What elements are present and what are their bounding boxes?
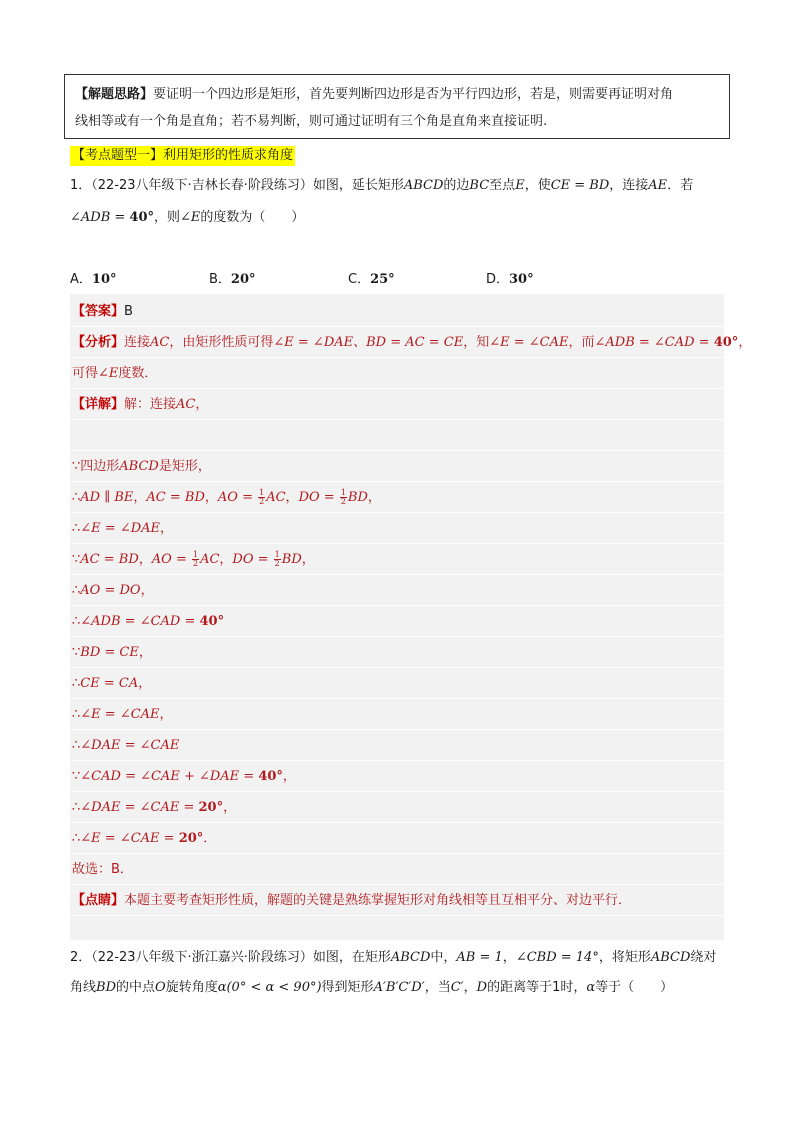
because-symbol: ∵: [72, 645, 81, 660]
q2-line-1: [70, 947, 716, 969]
step-row: [70, 730, 724, 761]
step-math: ∠E = ∠CAE: [80, 707, 160, 722]
q1-line-2: [70, 207, 304, 229]
therefore-symbol: ∴: [72, 521, 81, 536]
q2-line-2: [70, 977, 673, 999]
q2-stem-text: 如图，在矩形: [312, 950, 391, 965]
figure-placeholder-row: [70, 420, 724, 451]
step-row: [70, 575, 724, 606]
step-text: ，: [138, 552, 152, 567]
step-math-number: 40°: [258, 769, 283, 784]
therefore-symbol: ∴: [72, 800, 81, 815]
step-math: BD: [281, 552, 302, 567]
q2-math: α: [586, 980, 596, 995]
q1-math: ABCD: [403, 178, 444, 193]
step-math: ABCD: [119, 459, 159, 474]
q2-stem-text: 绕对: [690, 950, 717, 965]
step-math: AO = DO: [80, 583, 141, 598]
choice-letter: C．: [348, 272, 371, 287]
fraction-half: [258, 489, 265, 506]
q2-math: O: [155, 980, 166, 995]
step-text: ，: [219, 552, 233, 567]
step-math: CE = CA: [80, 676, 139, 691]
q2-math: C′: [450, 980, 464, 995]
solution-tip-box: [64, 74, 730, 139]
step-math: ∠E = ∠CAE =: [80, 831, 179, 846]
analysis-math: ∠E: [98, 366, 119, 381]
q1-math: E: [515, 178, 525, 193]
step-text: ．: [203, 831, 217, 846]
step-text: ，: [159, 707, 173, 722]
because-symbol: ∵: [72, 769, 81, 784]
fraction-denominator: 2: [259, 497, 265, 506]
answer-row: [70, 296, 724, 327]
choice-letter: B．: [209, 272, 231, 287]
comment-row: [70, 885, 724, 916]
q2-stem-text: 的中点: [116, 980, 156, 995]
fraction-numerator: 1: [192, 550, 199, 559]
final-choice: 故选：B．: [72, 862, 133, 877]
step-text: ，: [223, 800, 237, 815]
answer-value: B: [124, 304, 133, 319]
tip-label: 【解题思路】: [75, 87, 154, 102]
analysis-label: 【分析】: [72, 335, 125, 350]
therefore-symbol: ∴: [72, 738, 81, 753]
q2-stem-text: 等于（ ）: [595, 980, 674, 995]
q2-math: ABCD: [390, 950, 431, 965]
step-text: 四边形: [80, 459, 120, 474]
fraction-denominator: 2: [192, 559, 199, 568]
step-row: [70, 606, 724, 637]
analysis-row-2: [70, 358, 724, 389]
step-row: [70, 451, 724, 482]
analysis-text: ，而: [568, 335, 595, 350]
q2-stem-text: 角线: [70, 980, 97, 995]
analysis-row: [70, 327, 752, 358]
q1-stem-text: 至点: [489, 178, 516, 193]
q2-stem-text: 得到矩形: [321, 980, 374, 995]
tip-line-2: 线相等或有一个角是直角；若不易判断，则可通过证明有三个角是直角来直接证明.: [75, 114, 548, 129]
fraction-half: [340, 489, 347, 506]
step-text: 是矩形，: [158, 459, 211, 474]
step-row: [70, 482, 724, 513]
choice-b[interactable]: [209, 270, 256, 290]
step-row: [70, 668, 724, 699]
analysis-text: 连接: [124, 335, 151, 350]
q1-line-1: [70, 175, 693, 197]
detail-label: 【详解】: [72, 397, 125, 412]
step-math: ∠ADB = ∠CAD =: [80, 614, 200, 629]
because-symbol: ∵: [72, 459, 81, 474]
fraction-numerator: 1: [340, 488, 346, 497]
choice-value: 25°: [370, 272, 395, 287]
q1-number: 1．: [70, 178, 92, 193]
step-text: ，: [301, 552, 315, 567]
fraction-half: [274, 551, 281, 568]
step-row: [70, 792, 724, 823]
step-math: DO =: [232, 552, 273, 567]
fraction-denominator: 2: [274, 559, 280, 568]
q2-stem-text: 时，: [560, 980, 587, 995]
q2-math: AB = 1: [456, 950, 503, 965]
choice-letter: A．: [70, 272, 92, 287]
step-math: DO =: [298, 490, 339, 505]
step-row: [70, 699, 724, 730]
because-symbol: ∵: [72, 552, 81, 567]
step-text: ，: [367, 490, 381, 505]
choice-d[interactable]: [486, 270, 534, 290]
therefore-symbol: ∴: [72, 614, 81, 629]
detail-text: 解：连接: [124, 397, 177, 412]
q1-math-number: 40°: [129, 210, 155, 225]
choice-value: 10°: [91, 272, 117, 287]
step-math: ∠E = ∠DAE: [80, 521, 161, 536]
step-text: ，: [282, 769, 296, 784]
fraction-half: [192, 551, 199, 568]
q2-number: 2．: [70, 950, 92, 965]
section-title: 【考点题型一】利用矩形的性质求角度: [70, 146, 295, 166]
step-math: AC: [266, 490, 286, 505]
q1-source: （22-23八年级下·吉林长春·阶段练习）: [91, 178, 313, 193]
step-row: [70, 823, 724, 854]
q2-stem-text: 中，: [430, 950, 457, 965]
therefore-symbol: ∴: [72, 707, 81, 722]
therefore-symbol: ∴: [72, 490, 81, 505]
q1-choices: [70, 270, 730, 290]
q1-math: AE: [648, 178, 668, 193]
choice-c[interactable]: [348, 270, 395, 290]
step-math: AD ∥ BE: [80, 490, 134, 505]
step-text: ，: [138, 676, 152, 691]
q2-math: α(0° < α < 90°): [217, 980, 322, 995]
q2-math: ∠CBD = 14°: [515, 950, 599, 965]
q1-stem-text: ，使: [524, 178, 551, 193]
choice-value: 30°: [509, 272, 534, 287]
q2-source: （22-23八年级下·浙江嘉兴·阶段练习）: [91, 950, 313, 965]
q2-stem-text: 旋转角度: [165, 980, 218, 995]
step-math: AO =: [217, 490, 258, 505]
step-math-number: 20°: [198, 800, 224, 815]
step-row: [70, 761, 724, 792]
q1-stem-text: ，连接: [609, 178, 649, 193]
detail-text: ，: [195, 397, 209, 412]
step-math: ∠DAE = ∠CAE: [80, 738, 180, 753]
therefore-symbol: ∴: [72, 676, 81, 691]
analysis-math: AC: [150, 335, 170, 350]
q1-stem-text: 的度数为（ ）: [200, 210, 305, 225]
fraction-denominator: 2: [340, 497, 346, 506]
therefore-symbol: ∴: [72, 583, 81, 598]
step-row: [70, 544, 724, 575]
step-math: AO =: [151, 552, 191, 567]
step-text: ，: [160, 521, 174, 536]
step-text: ，: [133, 490, 147, 505]
step-math: BD: [347, 490, 368, 505]
comment-text: 本题主要考查矩形性质，解题的关键是熟练掌握矩形对角线相等且互相平分、对边平行．: [124, 893, 632, 908]
fraction-numerator: 1: [274, 550, 280, 559]
q1-stem-text: 的边: [443, 178, 470, 193]
analysis-math: ∠E = ∠CAE: [489, 335, 569, 350]
analysis-text: ，由矩形性质可得: [169, 335, 274, 350]
q2-stem-text: ，当: [424, 980, 451, 995]
step-row: [70, 513, 724, 544]
q1-stem-text: ，则: [154, 210, 181, 225]
detail-math: AC: [176, 397, 196, 412]
q2-stem-text: ，: [463, 980, 477, 995]
q2-stem-text: 的距离等于: [487, 980, 553, 995]
step-row: [70, 637, 724, 668]
q2-math: D: [476, 980, 488, 995]
step-math: AC = BD: [146, 490, 205, 505]
step-text: ，: [138, 645, 152, 660]
q1-stem-text: ．若: [667, 178, 694, 193]
q1-stem-text: 如图，延长矩形: [312, 178, 404, 193]
analysis-text: ，知: [463, 335, 490, 350]
q2-math: BD: [96, 980, 116, 995]
q2-math: ABCD: [650, 950, 691, 965]
q1-math: ∠ADB =: [70, 210, 130, 225]
step-math: AC = BD: [80, 552, 139, 567]
choice-a[interactable]: [70, 270, 117, 290]
q1-math: ∠E: [180, 210, 201, 225]
step-text: ，: [285, 490, 299, 505]
analysis-text: 可得: [72, 366, 99, 381]
choice-value: 20°: [230, 272, 256, 287]
step-math: AC: [200, 552, 220, 567]
tip-text-1: 要证明一个四边形是矩形，首先要判断四边形是否为平行四边形，若是，则需要再证明对角: [153, 87, 674, 102]
step-math-number: 40°: [199, 614, 225, 629]
step-math-number: 20°: [178, 831, 204, 846]
q2-stem-text: ，将矩形: [598, 950, 651, 965]
analysis-text: 度数．: [118, 366, 158, 381]
answer-label: 【答案】: [72, 304, 125, 319]
final-choice-row: [70, 854, 724, 885]
step-text: ，: [204, 490, 218, 505]
q1-math: BC: [469, 178, 490, 193]
analysis-math: ∠ADB = ∠CAD =: [594, 335, 714, 350]
step-math: ∠CAD = ∠CAE + ∠DAE =: [80, 769, 259, 784]
q1-math: CE = BD: [550, 178, 610, 193]
q2-stem-text: ，: [502, 950, 516, 965]
fraction-numerator: 1: [259, 488, 265, 497]
comment-label: 【点睛】: [72, 893, 125, 908]
analysis-math-number: 40°: [713, 335, 739, 350]
therefore-symbol: ∴: [72, 831, 81, 846]
step-math: ∠DAE = ∠CAE =: [80, 800, 199, 815]
analysis-text: ，: [738, 335, 752, 350]
step-text: ，: [140, 583, 154, 598]
q2-number-value: 1: [552, 980, 561, 995]
tip-line-1: [75, 81, 719, 108]
detail-row: [70, 389, 724, 420]
step-math: BD = CE: [80, 645, 139, 660]
q2-math: A′B′C′D′: [373, 980, 425, 995]
analysis-math: ∠E = ∠DAE、BD = AC = CE: [273, 335, 464, 350]
choice-letter: D．: [486, 272, 510, 287]
